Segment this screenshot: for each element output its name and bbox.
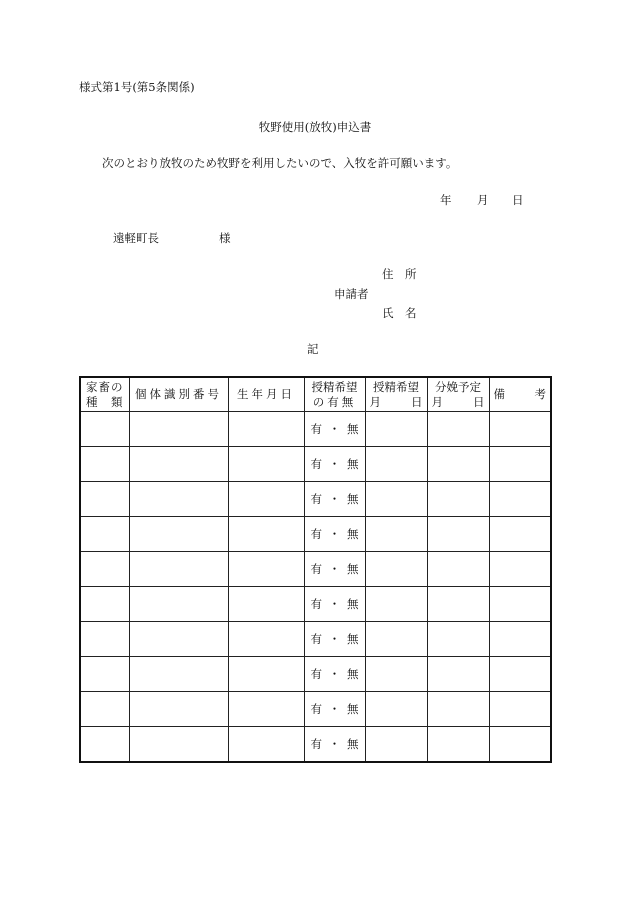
- insemination-choice-cell[interactable]: 有 ・ 無: [304, 587, 365, 622]
- insemination-date-cell[interactable]: [365, 447, 427, 482]
- insemination-choice-cell[interactable]: 有 ・ 無: [304, 482, 365, 517]
- id-number-cell[interactable]: [129, 412, 228, 447]
- calving-date-cell[interactable]: [427, 692, 489, 727]
- calving-date-cell[interactable]: [427, 517, 489, 552]
- date-day-label: 日: [512, 193, 524, 207]
- header-birth-date: 生年月日: [228, 377, 304, 412]
- honorific: 様: [219, 231, 231, 245]
- id-number-cell[interactable]: [129, 692, 228, 727]
- insemination-date-cell[interactable]: [365, 727, 427, 763]
- birth-date-cell[interactable]: [228, 692, 304, 727]
- id-number-cell[interactable]: [129, 447, 228, 482]
- table-row: [80, 482, 551, 517]
- header-insemination: 授精希望 の有無: [304, 377, 365, 412]
- livestock-type-cell[interactable]: [80, 517, 129, 552]
- header-insemination-date: 授精希望 月 日: [365, 377, 427, 412]
- birth-date-cell[interactable]: [228, 447, 304, 482]
- livestock-type-cell[interactable]: [80, 657, 129, 692]
- table-row: [80, 692, 551, 727]
- birth-date-cell[interactable]: [228, 482, 304, 517]
- table-row: [80, 447, 551, 482]
- table-row: [80, 657, 551, 692]
- birth-date-cell[interactable]: [228, 727, 304, 763]
- remarks-cell[interactable]: [489, 552, 551, 587]
- livestock-table: [79, 376, 552, 763]
- document-title: 牧野使用(放牧)申込書: [258, 120, 372, 134]
- livestock-type-cell[interactable]: [80, 727, 129, 763]
- remarks-cell[interactable]: [489, 622, 551, 657]
- livestock-type-cell[interactable]: [80, 552, 129, 587]
- address-label: 住 所: [382, 267, 417, 281]
- insemination-choice-cell[interactable]: 有 ・ 無: [304, 412, 365, 447]
- table-row: [80, 587, 551, 622]
- livestock-type-cell[interactable]: [80, 412, 129, 447]
- livestock-type-cell[interactable]: [80, 587, 129, 622]
- remarks-cell[interactable]: [489, 727, 551, 763]
- addressee: 遠軽町長: [113, 231, 159, 245]
- calving-date-cell[interactable]: [427, 587, 489, 622]
- id-number-cell[interactable]: [129, 727, 228, 763]
- insemination-date-cell[interactable]: [365, 692, 427, 727]
- birth-date-cell[interactable]: [228, 552, 304, 587]
- header-remarks: 備 考: [489, 377, 551, 412]
- livestock-type-cell[interactable]: [80, 692, 129, 727]
- insemination-date-cell[interactable]: [365, 517, 427, 552]
- calving-date-cell[interactable]: [427, 657, 489, 692]
- table-row: [80, 622, 551, 657]
- insemination-date-cell[interactable]: [365, 412, 427, 447]
- insemination-date-cell[interactable]: [365, 657, 427, 692]
- calving-date-cell[interactable]: [427, 727, 489, 763]
- birth-date-cell[interactable]: [228, 412, 304, 447]
- header-id-number: 個体識別番号: [129, 377, 228, 412]
- insemination-choice-cell[interactable]: 有 ・ 無: [304, 552, 365, 587]
- remarks-cell[interactable]: [489, 517, 551, 552]
- table-row: [80, 552, 551, 587]
- table-header-row: [80, 377, 551, 412]
- intro-text: 次のとおり放牧のため牧野を利用したいので、入牧を許可願います。: [102, 156, 458, 170]
- date-month-label: 月: [477, 193, 489, 207]
- remarks-cell[interactable]: [489, 587, 551, 622]
- insemination-choice-cell[interactable]: 有 ・ 無: [304, 692, 365, 727]
- insemination-choice-cell[interactable]: 有 ・ 無: [304, 657, 365, 692]
- date-year-label: 年: [440, 193, 452, 207]
- header-calving-date: 分娩予定 月 日: [427, 377, 489, 412]
- id-number-cell[interactable]: [129, 482, 228, 517]
- birth-date-cell[interactable]: [228, 587, 304, 622]
- insemination-choice-cell[interactable]: 有 ・ 無: [304, 517, 365, 552]
- insemination-date-cell[interactable]: [365, 587, 427, 622]
- insemination-choice-cell[interactable]: 有 ・ 無: [304, 622, 365, 657]
- ki-mark: 記: [307, 342, 319, 356]
- birth-date-cell[interactable]: [228, 622, 304, 657]
- applicant-label: 申請者: [334, 287, 369, 301]
- insemination-date-cell[interactable]: [365, 482, 427, 517]
- insemination-date-cell[interactable]: [365, 622, 427, 657]
- birth-date-cell[interactable]: [228, 517, 304, 552]
- insemination-date-cell[interactable]: [365, 552, 427, 587]
- id-number-cell[interactable]: [129, 622, 228, 657]
- remarks-cell[interactable]: [489, 412, 551, 447]
- id-number-cell[interactable]: [129, 517, 228, 552]
- name-label: 氏 名: [382, 306, 417, 320]
- table-row: [80, 412, 551, 447]
- remarks-cell[interactable]: [489, 447, 551, 482]
- header-livestock-type: 家畜の 種 類: [80, 377, 129, 412]
- calving-date-cell[interactable]: [427, 552, 489, 587]
- insemination-choice-cell[interactable]: 有 ・ 無: [304, 447, 365, 482]
- remarks-cell[interactable]: [489, 657, 551, 692]
- calving-date-cell[interactable]: [427, 412, 489, 447]
- table-row: [80, 517, 551, 552]
- calving-date-cell[interactable]: [427, 622, 489, 657]
- livestock-type-cell[interactable]: [80, 447, 129, 482]
- id-number-cell[interactable]: [129, 587, 228, 622]
- insemination-choice-cell[interactable]: 有 ・ 無: [304, 727, 365, 763]
- form-number-label: 様式第1号(第5条関係): [79, 80, 195, 94]
- remarks-cell[interactable]: [489, 692, 551, 727]
- livestock-type-cell[interactable]: [80, 482, 129, 517]
- id-number-cell[interactable]: [129, 657, 228, 692]
- remarks-cell[interactable]: [489, 482, 551, 517]
- livestock-type-cell[interactable]: [80, 622, 129, 657]
- calving-date-cell[interactable]: [427, 482, 489, 517]
- calving-date-cell[interactable]: [427, 447, 489, 482]
- birth-date-cell[interactable]: [228, 657, 304, 692]
- table-row: [80, 727, 551, 763]
- id-number-cell[interactable]: [129, 552, 228, 587]
